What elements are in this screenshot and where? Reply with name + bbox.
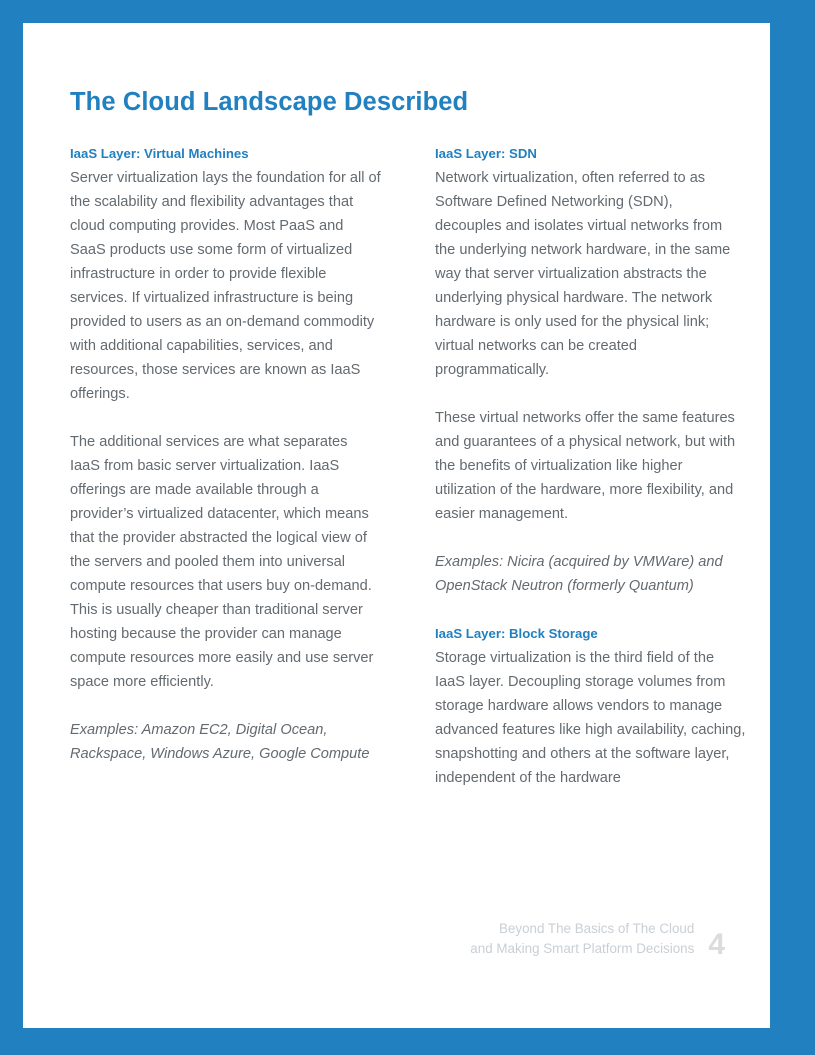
footer-caption-line2: and Making Smart Platform Decisions xyxy=(470,941,695,956)
section-sdn xyxy=(435,142,746,598)
body-paragraph: The additional services are what separates IaaS from basic server virtualization. IaaS offerings are made available through a provider’s virtualized datacenter, which means that the provider abstracted the logical view of the servers and pooled them into universal compute resources that users buy on-demand. This is usually cheaper than traditional server hosting because the provider can manage compute resources more easily and use server space more efficiently. xyxy=(70,434,378,690)
examples-paragraph: Examples: Amazon EC2, Digital Ocean, Rackspace, Windows Azure, Google Compute xyxy=(70,722,370,762)
section-heading: IaaS Layer: Virtual Machines xyxy=(70,146,249,161)
section-virtual-machines xyxy=(70,142,385,766)
footer-caption xyxy=(470,919,694,959)
content-columns xyxy=(70,142,750,790)
body-paragraph: Server virtualization lays the foundation for all of the scalability and flexibility advantages that cloud computing provides. Most PaaS and SaaS products use some form of virtualized infrastructure in order to provide flexible services. If virtualized infrastructure is being provided to users as an on-demand commodity with additional capabilities, services, and resources, those services are known as IaaS offerings. xyxy=(70,170,385,402)
section-heading: IaaS Layer: Block Storage xyxy=(435,626,598,641)
body-paragraph: These virtual networks offer the same features and guarantees of a physical network, but with the benefits of virtualization like higher utilization of the hardware, more flexibility, and easier management. xyxy=(435,410,740,522)
page-footer xyxy=(470,918,725,960)
section-block-storage xyxy=(435,622,750,790)
examples-paragraph: Examples: Nicira (acquired by VMWare) and OpenStack Neutron (formerly Quantum) xyxy=(435,554,727,594)
page-number: 4 xyxy=(708,928,725,961)
left-column xyxy=(70,142,385,790)
body-paragraph: Storage virtualization is the third field of the IaaS layer. Decoupling storage volumes from storage hardware allows vendors to manage advanced features like high availability, caching, snapshotting and others at the software layer, independent of the hardware xyxy=(435,650,750,786)
footer-caption-line1: Beyond The Basics of The Cloud xyxy=(499,921,695,936)
section-heading: IaaS Layer: SDN xyxy=(435,146,537,161)
page-title: The Cloud Landscape Described xyxy=(70,88,469,117)
page-sheet xyxy=(23,23,770,1028)
right-column xyxy=(435,142,750,790)
body-paragraph: Network virtualization, often referred to as Software Defined Networking (SDN), decouples and isolates virtual networks from the underlying network hardware, in the same way that server virtualization abstracts the underlying physical hardware. The network hardware is only used for the physical link; virtual networks can be created programmatically. xyxy=(435,170,735,378)
